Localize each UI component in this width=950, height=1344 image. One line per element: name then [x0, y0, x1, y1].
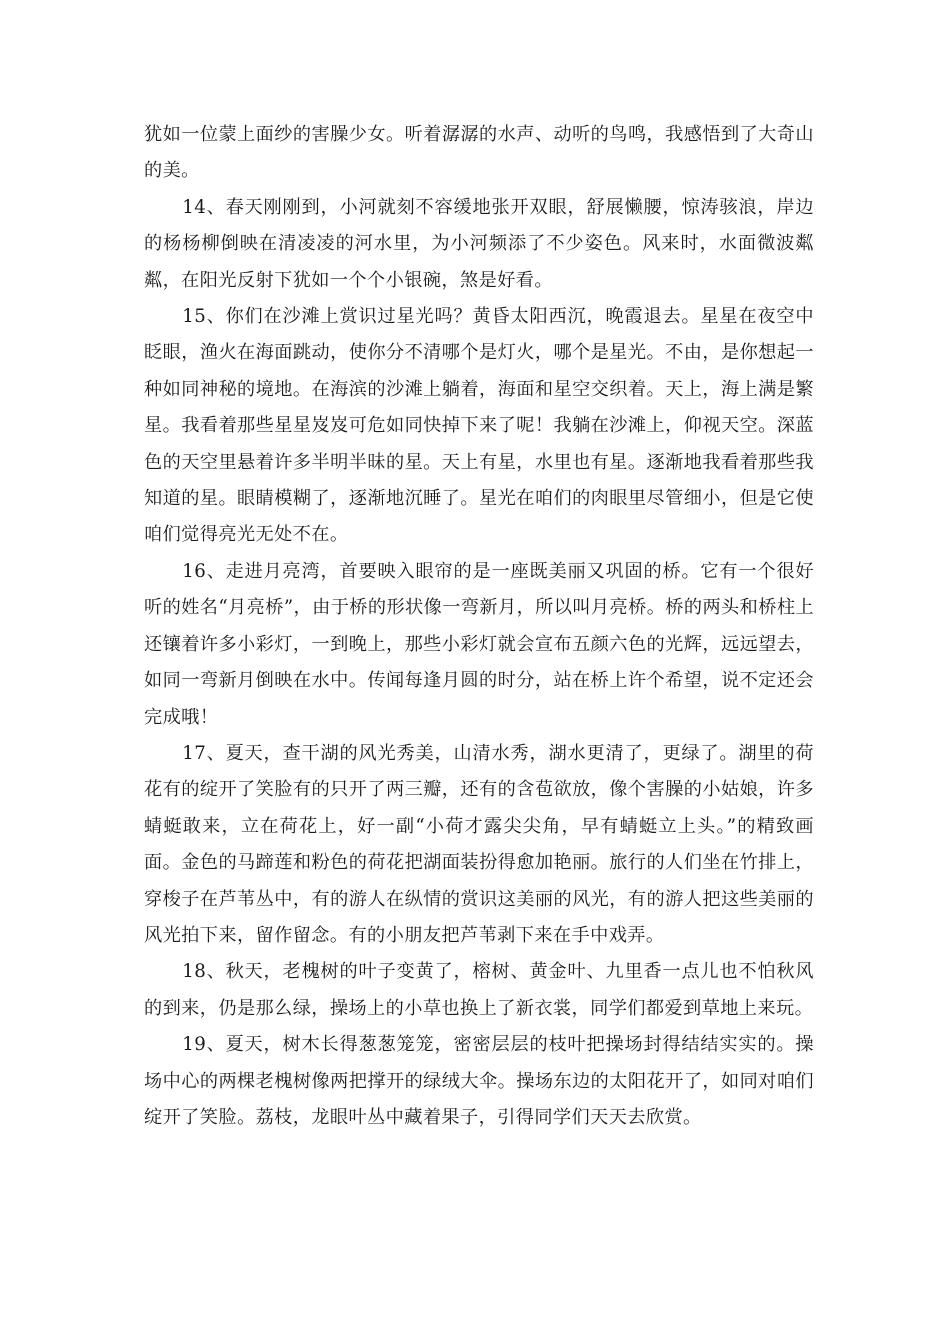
- paragraph-14: 14、春天刚刚到，小河就刻不容缓地张开双眼，舒展懒腰，惊涛骇浪，岸边的杨杨柳倒映在清凌凌的河水里，为小河频添了不少姿色。风来时，水面微波粼粼，在阳光反射下犹如一个个小银碗，煞是好看。: [144, 196, 814, 291]
- paragraph-15: 15、你们在沙滩上赏识过星光吗？黄昏太阳西沉，晚霞退去。星星在夜空中眨眼，渔火在海面跳动，使你分不清哪个是灯火，哪个是星光。不由，是你想起一种如同神秘的境地。在海滨的沙滩上躺着，海面和星空交织着。天上，海上满是繁星。我看着那些星星岌岌可危如同快掉下来了呢！我躺在沙滩上，仰视天空。深蓝色的天空里悬着许多半明半昧的星。天上有星，水里也有星。逐渐地我看着那些我知道的星。眼睛模糊了，逐渐地沉睡了。星光在咱们的肉眼里尽管细小，但是它使咱们觉得亮光无处不在。: [144, 306, 814, 546]
- document-body: [144, 117, 814, 1136]
- paragraph-continuation: 犹如一位蒙上面纱的害臊少女。听着潺潺的水声、动听的鸟鸣，我感悟到了大奇山的美。: [144, 124, 814, 182]
- paragraph-18: 18、秋天，老槐树的叶子变黄了，榕树、黄金叶、九里香一点儿也不怕秋风的到来，仍是那么绿，操场上的小草也换上了新衣裳，同学们都爱到草地上来玩。: [144, 961, 814, 1019]
- paragraph-16: 16、走进月亮湾，首要映入眼帘的是一座既美丽又巩固的桥。它有一个很好听的姓名“月亮桥”，由于桥的形状像一弯新月，所以叫月亮桥。桥的两头和桥柱上还镶着许多小彩灯，一到晚上，那些小彩灯就会宣布五颜六色的光辉，远远望去，如同一弯新月倒映在水中。传闻每逢月圆的时分，站在桥上许个希望，说不定还会完成哦！: [144, 560, 814, 728]
- paragraph-19: 19、夏天，树木长得葱葱笼笼，密密层层的枝叶把操场封得结结实实的。操场中心的两棵老槐树像两把撑开的绿绒大伞。操场东边的太阳花开了，如同对咱们绽开了笑脸。荔枝，龙眼叶丛中藏着果子，引得同学们天天去欣赏。: [144, 1034, 814, 1128]
- paragraph-17: 17、夏天，查干湖的风光秀美，山清水秀，湖水更清了，更绿了。湖里的荷花有的绽开了笑脸有的只开了两三瓣，还有的含苞欲放，像个害臊的小姑娘，许多蜻蜓敢来，立在荷花上，好一副“小荷才露尖尖角，早有蜻蜓立上头。”的精致画面。金色的马蹄莲和粉色的荷花把湖面装扮得愈加艳丽。旅行的人们坐在竹排上，穿梭子在芦苇丛中，有的游人在纵情的赏识这美丽的风光，有的游人把这些美丽的风光拍下来，留作留念。有的小朋友把芦苇剥下来在手中戏弄。: [144, 742, 814, 946]
